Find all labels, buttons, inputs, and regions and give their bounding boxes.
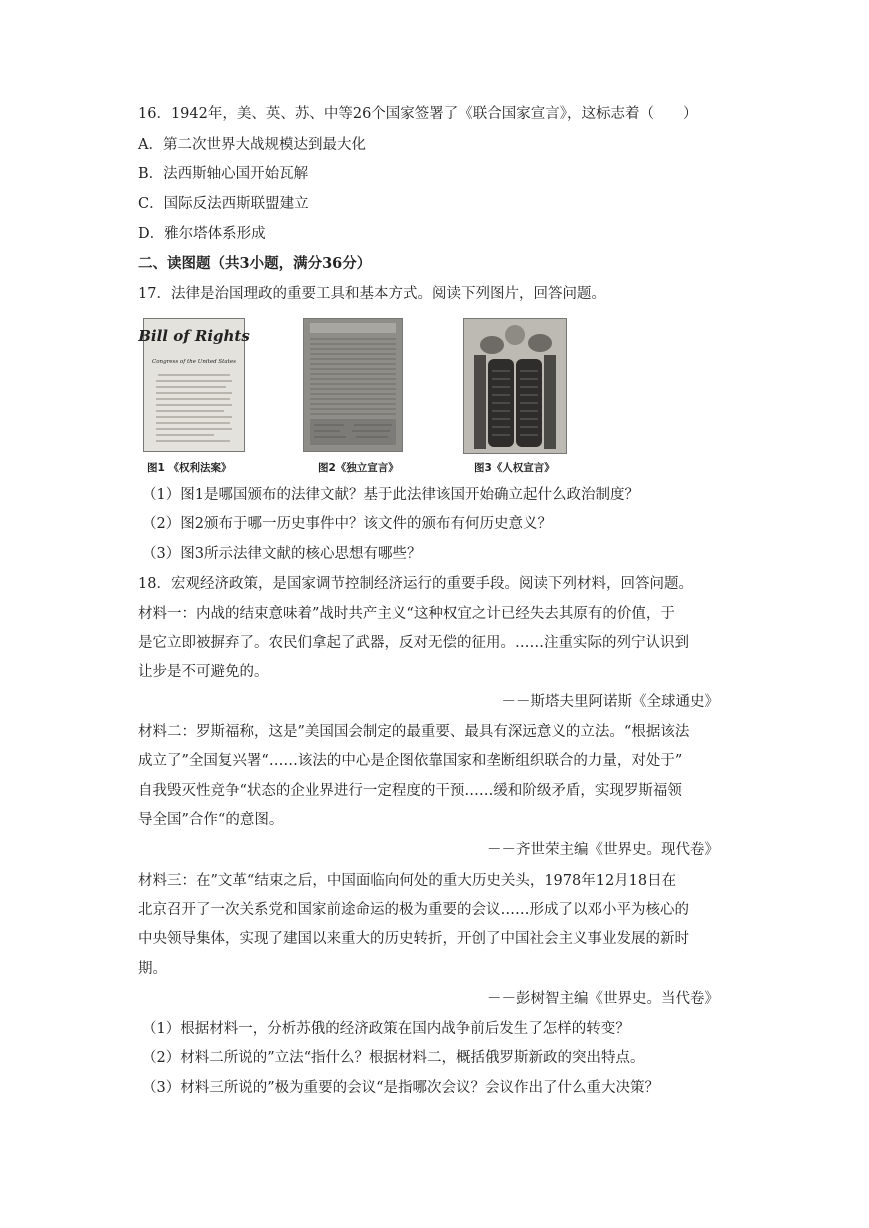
q18-material-1-source: －－斯塔夫里阿诺斯《全球通史》 bbox=[501, 694, 719, 710]
q18-material-2-source: －－齐世荣主编《世界史。现代卷》 bbox=[487, 842, 719, 858]
q17-question-1: （1）图1是哪国颁布的法律文献？基于此法律该国开始确立起什么政治制度？ bbox=[142, 487, 639, 503]
q18-material-3-line-3: 中央领导集体，实现了建国以来重大的历史转折，开创了中国社会主义事业发展的新时 bbox=[138, 931, 689, 947]
bill-of-rights-subtitle: Congress of the United States bbox=[152, 359, 236, 365]
q16-option-c: C．国际反法西斯联盟建立 bbox=[138, 196, 309, 212]
q18-question-2: （2）材料二所说的”立法“指什么？根据材料二，概括俄罗斯新政的突出特点。 bbox=[142, 1050, 645, 1066]
q18-stem: 18．宏观经济政策，是国家调节控制经济运行的重要手段。阅读下列材料，回答问题。 bbox=[138, 576, 693, 592]
q18-question-1: （1）根据材料一，分析苏俄的经济政策在国内战争前后发生了怎样的转变？ bbox=[142, 1021, 630, 1037]
q18-material-2-line-2: 成立了”全国复兴署“……该法的中心是企图依靠国家和垄断组织联合的力量，对处于” bbox=[138, 753, 683, 769]
figure-2-caption: 图2《独立宣言》 bbox=[318, 462, 399, 474]
q17-question-3: （3）图3所示法律文献的核心思想有哪些？ bbox=[142, 546, 422, 562]
q17-question-2: （2）图2颁布于哪一历史事件中？该文件的颁布有何历史意义？ bbox=[142, 516, 552, 532]
q18-material-1-line-2: 是它立即被摒弃了。农民们拿起了武器，反对无偿的征用。……注重实际的列宁认识到 bbox=[138, 635, 689, 651]
section-title: 二、读图题（共3小题，满分36分） bbox=[138, 255, 372, 272]
q17-stem: 17．法律是治国理政的重要工具和基本方式。阅读下列图片，回答问题。 bbox=[138, 286, 606, 302]
q16-option-d: D．雅尔塔体系形成 bbox=[138, 226, 266, 242]
q18-material-1-line-3: 让步是不可避免的。 bbox=[138, 664, 269, 680]
q18-material-1-line-1: 材料一：内战的结束意味着”战时共产主义“这种权宜之计已经失去其原有的价值，于 bbox=[138, 606, 675, 622]
bill-of-rights-title: Bill of Rights bbox=[138, 327, 250, 345]
q18-material-2-line-1: 材料二：罗斯福称，这是”美国国会制定的最重要、最具有深远意义的立法。“根据该法 bbox=[138, 724, 690, 740]
declaration-of-independence-image bbox=[303, 318, 403, 452]
declaration-of-rights-of-man-image bbox=[463, 318, 567, 454]
q16-option-a: A．第二次世界大战规模达到最大化 bbox=[138, 137, 366, 153]
bill-of-rights-image bbox=[138, 318, 250, 452]
q18-material-3-line-1: 材料三：在”文革“结束之后，中国面临向何处的重大历史关头，1978年12月18日在 bbox=[138, 873, 677, 889]
figure-3-caption: 图3《人权宣言》 bbox=[474, 462, 555, 474]
figure-1-caption: 图1 《权利法案》 bbox=[147, 462, 232, 474]
q18-material-2-line-3: 自我毁灭性竞争“状态的企业界进行一定程度的干预……缓和阶级矛盾，实现罗斯福领 bbox=[138, 783, 682, 799]
q18-material-3-source: －－彭树智主编《世界史。当代卷》 bbox=[487, 991, 719, 1007]
q18-material-2-line-4: 导全国”合作“的意图。 bbox=[138, 812, 284, 828]
q18-material-3-line-2: 北京召开了一次关系党和国家前途命运的极为重要的会议……形成了以邓小平为核心的 bbox=[138, 902, 689, 918]
q18-question-3: （3）材料三所说的”极为重要的会议“是指哪次会议？会议作出了什么重大决策？ bbox=[142, 1080, 660, 1096]
q18-material-3-line-4: 期。 bbox=[138, 961, 167, 977]
q16-stem: 16．1942年，美、英、苏、中等26个国家签署了《联合国家宣言》，这标志着（ ） bbox=[138, 106, 698, 122]
q16-option-b: B．法西斯轴心国开始瓦解 bbox=[138, 166, 309, 182]
